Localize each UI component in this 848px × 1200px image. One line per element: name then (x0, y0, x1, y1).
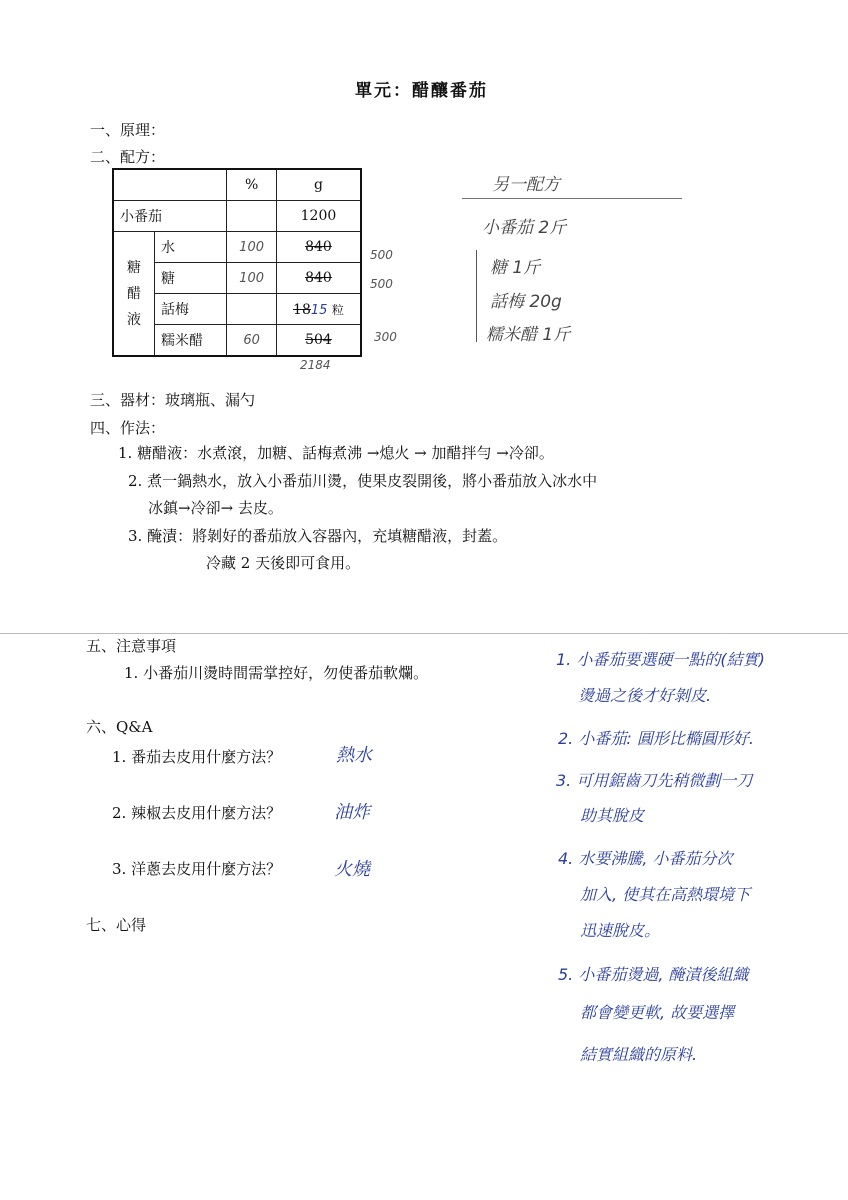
section-notes: 五、注意事項 (86, 637, 177, 655)
side-recipe-item: 話梅 20g (490, 292, 562, 312)
handwritten-note: 3. 可用鋸齒刀先稍微劃一刀 (556, 771, 753, 790)
header-pct: % (227, 169, 277, 201)
tomato-label: 小番茄 (113, 201, 227, 232)
row-g: 504 (276, 325, 361, 357)
side-recipe-item: 糯米醋 1斤 (486, 325, 571, 345)
header-g: g (276, 169, 361, 201)
note-vinegar: 300 (374, 330, 397, 344)
note-sugar: 500 (370, 277, 393, 291)
handwritten-note: 都會變更軟, 故要選擇 (580, 1003, 735, 1022)
qa-question: 3. 洋蔥去皮用什麼方法？ (112, 860, 282, 878)
syrup-char: 醋 (127, 285, 141, 302)
page-title: 單元：醋釀番茄 (355, 81, 488, 101)
syrup-label (113, 232, 155, 357)
qa-answer: 熱水 (336, 745, 372, 766)
handwritten-note: 4. 水要沸騰, 小番茄分次 (558, 849, 733, 868)
handwritten-note: 燙過之後才好剝皮. (578, 686, 712, 705)
qa-question: 2. 辣椒去皮用什麼方法？ (112, 804, 282, 822)
section-reflection: 七、心得 (86, 916, 147, 934)
row-name: 糯米醋 (155, 325, 227, 357)
row-pct: 100 (227, 232, 277, 263)
handwritten-note: 5. 小番茄燙過, 醃漬後組織 (558, 965, 749, 984)
handwritten-note: 2. 小番茄: 圓形比橢圓形好. (558, 729, 754, 748)
tomato-g: 1200 (276, 201, 361, 232)
qa-question: 1. 番茄去皮用什麼方法？ (112, 748, 282, 766)
recipe-table (112, 168, 362, 357)
note-item: 1. 小番茄川燙時間需掌控好，勿使番茄軟爛。 (124, 664, 429, 682)
note-water: 500 (370, 248, 393, 262)
handwritten-note: 加入, 使其在高熱環境下 (580, 885, 751, 904)
row-g-printed: 18 (293, 301, 311, 318)
table-corner (113, 169, 227, 201)
row-name: 話梅 (155, 294, 227, 325)
row-pct: 60 (227, 325, 277, 357)
row-name: 水 (155, 232, 227, 263)
note-total: 2184 (300, 358, 331, 372)
row-g: 840 (276, 263, 361, 294)
side-recipe-item: 小番茄 2斤 (482, 218, 567, 238)
row-pct: 100 (227, 263, 277, 294)
section-method: 四、作法： (90, 419, 166, 437)
tomato-pct (227, 201, 277, 232)
row-g: 840 (276, 232, 361, 263)
row-g-unit: 粒 (331, 302, 344, 317)
method-step: 冰鎮→冷卻→ 去皮。 (148, 499, 283, 517)
method-step: 冷藏 2 天後即可食用。 (206, 554, 361, 572)
qa-answer: 火燒 (334, 859, 370, 880)
side-recipe-heading: 另一配方 (492, 175, 560, 195)
handwritten-note: 結實組織的原料. (580, 1045, 698, 1064)
method-step: 1. 糖醋液：水煮滾，加糖、話梅煮沸 →熄火 → 加醋拌勻 →冷卻。 (118, 444, 554, 462)
side-recipe-item: 糖 1斤 (490, 258, 541, 278)
section-recipe: 二、配方： (90, 148, 166, 166)
side-recipe-bracket (476, 250, 477, 342)
handwritten-note: 迅速脫皮。 (580, 921, 661, 940)
handwritten-note: 1. 小番茄要選硬一點的(結實) (556, 650, 765, 669)
row-pct (227, 294, 277, 325)
syrup-char: 液 (127, 311, 141, 328)
method-step: 3. 醃漬：將剝好的番茄放入容器內，充填糖醋液，封蓋。 (128, 527, 508, 545)
method-step: 2. 煮一鍋熱水，放入小番茄川燙，使果皮裂開後，將小番茄放入冰水中 (128, 472, 598, 490)
qa-answer: 油炸 (334, 802, 370, 823)
side-recipe-underline (462, 198, 682, 199)
section-principle: 一、原理： (90, 121, 166, 139)
row-g-hand: 15 (310, 302, 328, 318)
section-qa: 六、Q&A (86, 718, 153, 736)
page-divider (0, 633, 848, 634)
syrup-char: 糖 (127, 259, 141, 276)
row-name: 糖 (155, 263, 227, 294)
handwritten-note: 助其脫皮 (580, 806, 645, 825)
row-g (276, 294, 361, 325)
section-equipment: 三、器材：玻璃瓶、漏勺 (90, 391, 256, 409)
